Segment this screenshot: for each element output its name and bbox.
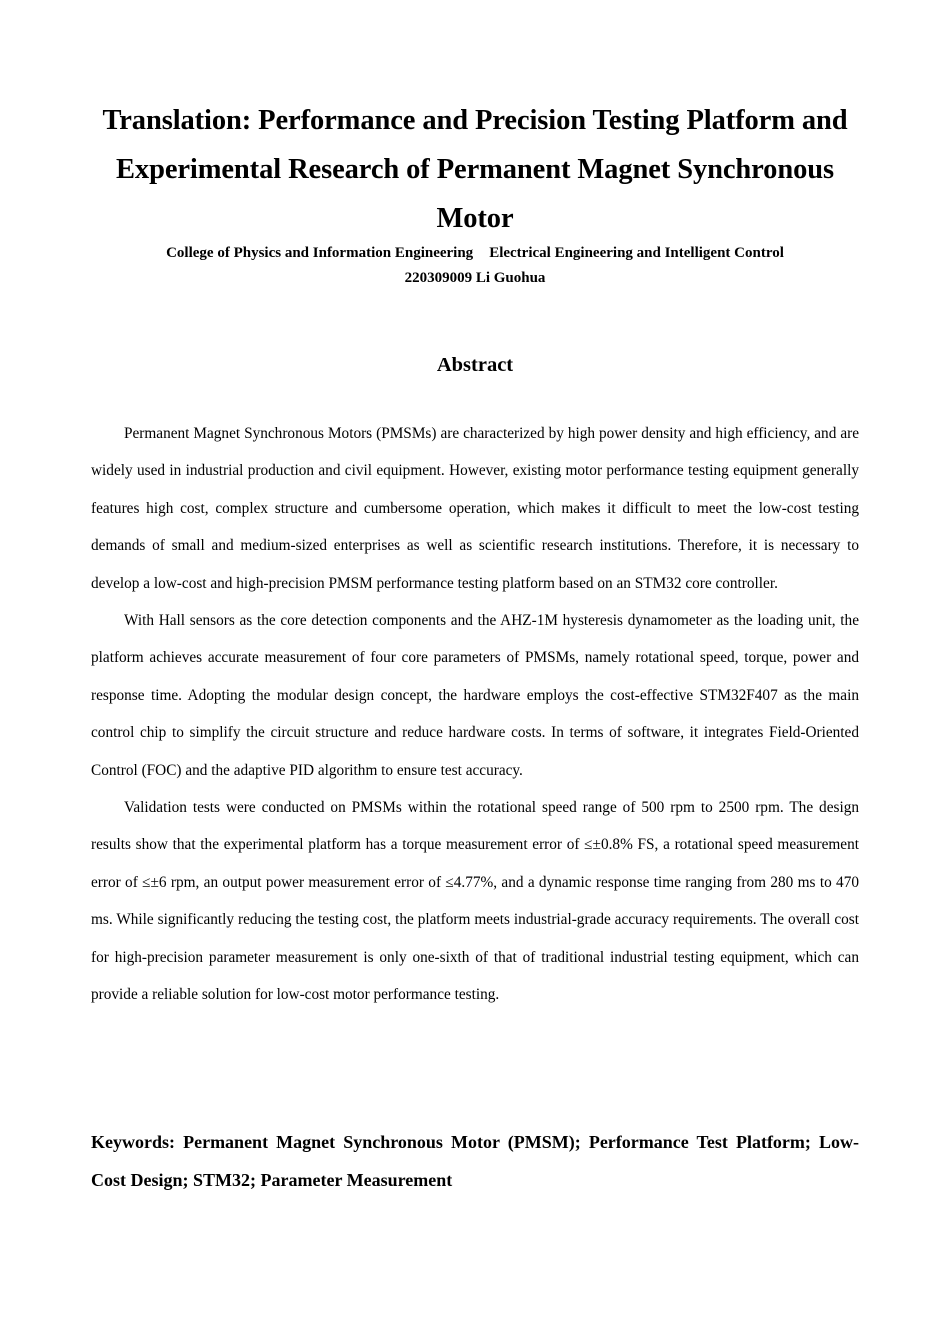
affiliation-line — [91, 241, 859, 266]
abstract-paragraph: Validation tests were conducted on PMSMs within the rotational speed range of 500 rpm to 2500 rpm. The design results show that the experimental platform has a torque measurement error of ≤±0.8% FS, a rotational speed measurement error of ≤±6 rpm, an output power measurement error of ≤4.77%, and a dynamic response time ranging from 280 ms to 470 ms. While significantly reducing the testing cost, the platform meets industrial-grade accuracy requirements. The overall cost for high-precision parameter measurement is only one-sixth of that of traditional industrial testing equipment, which can provide a reliable solution for low-cost motor performance testing. — [91, 799, 859, 1004]
major-name: Electrical Engineering and Intelligent Control — [489, 245, 784, 261]
abstract-heading: Abstract — [436, 354, 514, 376]
abstract-paragraph: Permanent Magnet Synchronous Motors (PMSMs) are characterized by high power density and high efficiency, and are widely used in industrial production and civil equipment. However, existing motor performance testing equipment generally features high cost, complex structure and cumbersome operation, which makes it difficult to meet the low-cost testing demands of small and medium-sized enterprises as well as scientific research institutions. Therefore, it is necessary to develop a low-cost and high-precision PMSM performance testing platform based on an STM32 core controller. — [91, 425, 859, 592]
paper-title: Translation: Performance and Precision Testing Platform and Experimental Research of Permanent Magnet Synchronous Motor — [102, 105, 848, 234]
keywords — [91, 1124, 859, 1199]
author-affiliation — [91, 241, 859, 291]
abstract-body — [91, 415, 859, 1014]
keywords-text: Permanent Magnet Synchronous Motor (PMSM); Performance Test Platform; Low-Cost Design; STM32; Parameter Measurement — [91, 1132, 860, 1190]
abstract-paragraph: With Hall sensors as the core detection components and the AHZ-1M hysteresis dynamometer as the loading unit, the platform achieves accurate measurement of four core parameters of PMSMs, namely rotational speed, torque, power and response time. Adopting the modular design concept, the hardware employs the cost-effective STM32F407 as the main control chip to simplify the circuit structure and reduce hardware costs. In terms of software, it integrates Field-Oriented Control (FOC) and the adaptive PID algorithm to ensure test accuracy. — [91, 612, 859, 779]
keywords-label: Keywords: — [91, 1132, 175, 1152]
college-name: College of Physics and Information Engineering — [166, 245, 474, 261]
author-line: 220309009 Li Guohua — [404, 270, 546, 286]
